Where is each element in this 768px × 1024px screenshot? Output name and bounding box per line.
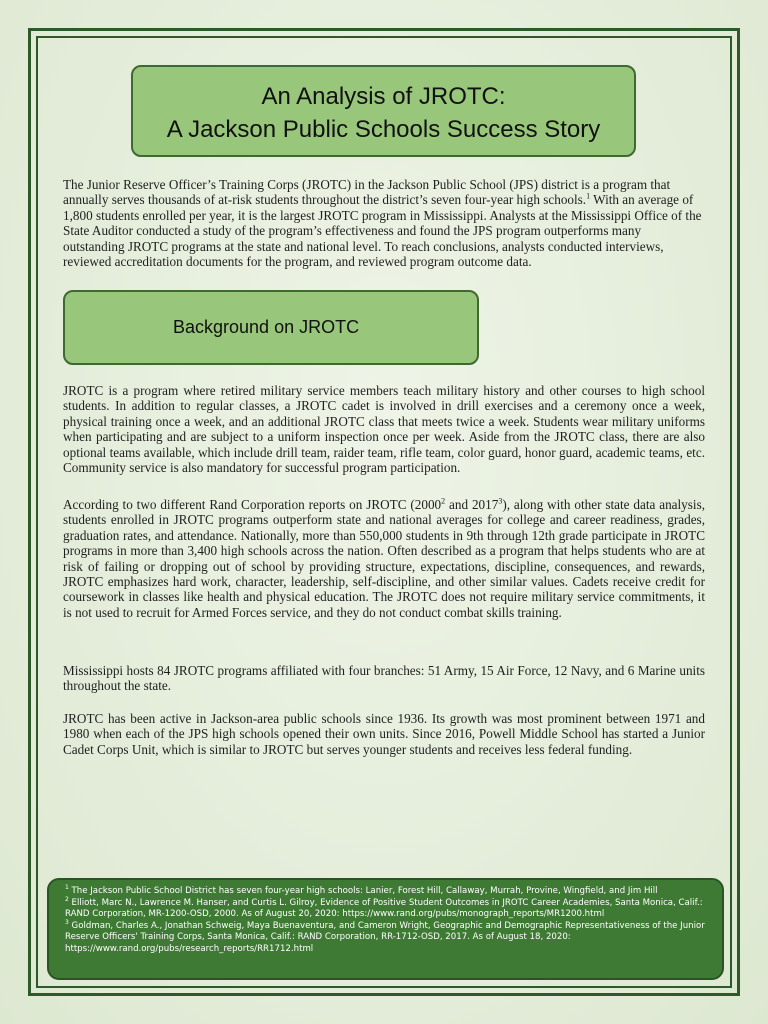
footnote-1-number: 1 bbox=[65, 884, 69, 892]
footnote-ref-1: 1 bbox=[586, 192, 591, 202]
p2-text-b: and 2017 bbox=[445, 497, 499, 512]
paragraph-rand-reports bbox=[63, 497, 705, 620]
intro-text-b: With an average of 1,800 students enrolled per year, it is the largest JROTC program in Mississippi. Analysts at the Mississippi Office of the State Auditor conducted a study of the program’s effectiveness and found the JPS program outperforms many outstanding JROTC programs at the state and national level. To reach conclusions, analysts conducted interviews, reviewed accreditation documents for the program, and reviewed program outcome data. bbox=[63, 192, 702, 270]
section-heading: Background on JROTC bbox=[173, 317, 360, 337]
section-heading-banner bbox=[63, 290, 479, 365]
footnote-2-text: Elliott, Marc N., Lawrence M. Hanser, and Curtis L. Gilroy, Evidence of Positive Student Outcomes in JROTC Career Academies, Santa Monica, Calif.: RAND Corporation, MR-1200-OSD, 2000. As of August 20, 2020: https://www.rand.org/pubs/monograph_reports/MR1200.html bbox=[65, 897, 703, 920]
footnote-2-number: 2 bbox=[65, 895, 69, 903]
footnote-3-number: 3 bbox=[65, 918, 69, 926]
title-banner bbox=[131, 65, 636, 157]
footnote-3 bbox=[65, 918, 712, 956]
title-line-1: An Analysis of JROTC: bbox=[261, 83, 506, 110]
intro-text-a: The Junior Reserve Officer’s Training Corps (JROTC) in the Jackson Public School (JPS) district is a program that annually serves thousands of at-risk students throughout the district’s seven four-year high schools. bbox=[63, 177, 671, 208]
paragraph-program-overview: JROTC is a program where retired military service members teach military history and other courses to high school students. In addition to regular classes, a JROTC cadet is involved in drill exercises and a ceremony once a week, physical training once a week, and an additional JROTC class that meets twice a week. Students wear military uniforms when participating and are subject to a uniform inspection once per week. Aside from the JROTC class, there are also optional teams available, which include drill team, raider team, rifle team, color guard, honor guard, academic teams, etc. Community service is also mandatory for successful program participation. bbox=[63, 383, 705, 476]
footnote-3-text: Goldman, Charles A., Jonathan Schweig, Maya Buenaventura, and Cameron Wright, Geographic and Demographic Representativeness of the Junior Reserve Officers' Training Corps, Santa Monica, Calif.: RAND Corporation, RR-1712-OSD, 2017. As of August 18, 2020: https://www.rand.org/pubs/research_reports/RR1712.html bbox=[65, 920, 705, 954]
footnotes-box bbox=[47, 878, 724, 980]
footnote-1 bbox=[65, 886, 712, 898]
footnote-ref-2: 2 bbox=[441, 496, 446, 506]
intro-paragraph bbox=[63, 177, 705, 269]
paragraph-jackson-history: JROTC has been active in Jackson-area public schools since 1936. Its growth was most prominent between 1971 and 1980 when each of the JPS high schools opened their own units. Since 2016, Powell Middle School has started a Junior Cadet Corps Unit, which is similar to JROTC but serves younger students and receives less federal funding. bbox=[63, 711, 705, 757]
p2-text-c: ), along with other state data analysis, students enrolled in JROTC programs outperform state and national averages for college and career readiness, grades, graduation rates, and attendance. Nationally, more than 550,000 students in 9th through 12th grade participate in JROTC programs in more than 3,400 high schools across the nation. Often described as a program that helps students who are at risk of failing or dropping out of school by providing structure, expectations, discipline, consequences, and rewards, JROTC emphasizes hard work, character, leadership, self-discipline, and other similar values. Cadets receive credit for coursework in classes like health and physical education. The JROTC does not require military service commitments, it is not used to recruit for Armed Forces service, and they do not conduct combat skills training. bbox=[63, 497, 705, 620]
title-line-2: A Jackson Public Schools Success Story bbox=[166, 116, 601, 143]
p2-text-a: According to two different Rand Corporation reports on JROTC (2000 bbox=[63, 497, 442, 512]
footnote-1-text: The Jackson Public School District has seven four-year high schools: Lanier, Forest Hill, Callaway, Murrah, Provine, Wingfield, and Jim Hill bbox=[68, 886, 658, 896]
footnote-2 bbox=[65, 895, 712, 921]
paragraph-mississippi-programs: Mississippi hosts 84 JROTC programs affiliated with four branches: 51 Army, 15 Air Force, 12 Navy, and 6 Marine units throughout the state. bbox=[63, 663, 705, 694]
footnote-ref-3: 3 bbox=[498, 496, 503, 506]
